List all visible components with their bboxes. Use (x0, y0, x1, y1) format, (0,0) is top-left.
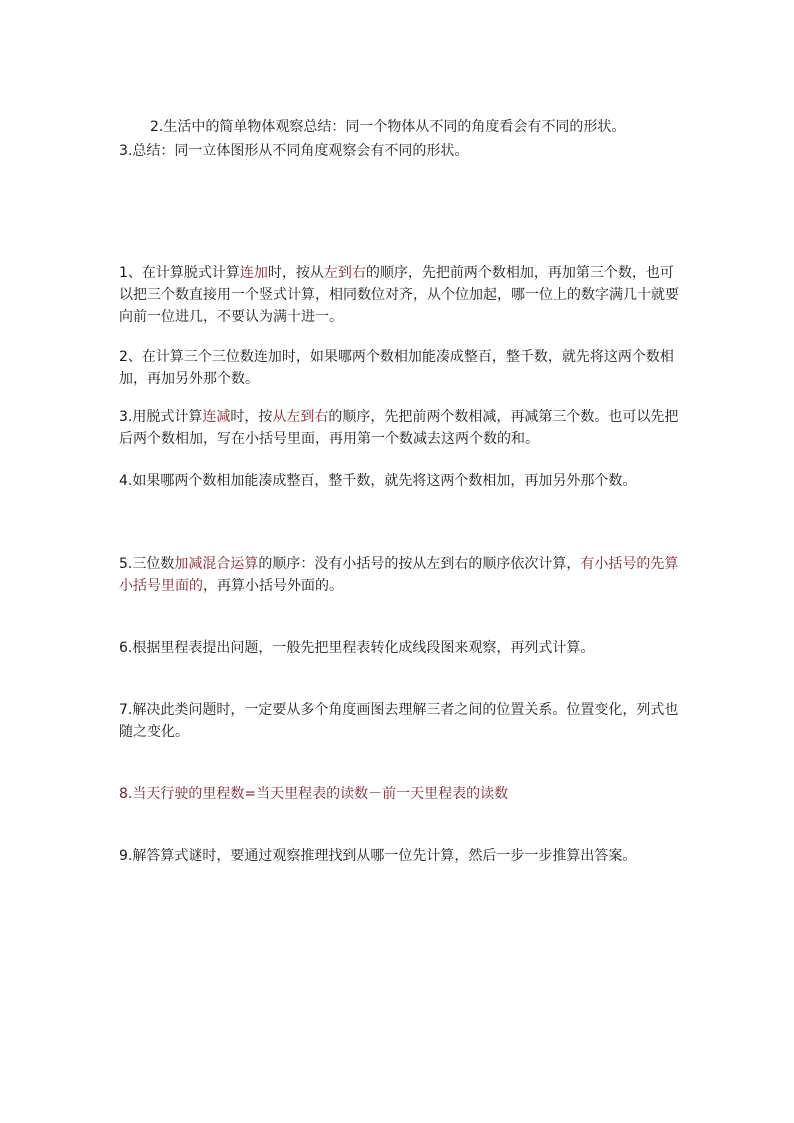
paragraph-5-text-a: 5.三位数 (119, 556, 175, 572)
intro-paragraph-3: 3.总结：同一立体图形从不同角度观察会有不同的形状。 (119, 143, 469, 159)
paragraph-3-highlight-lianjian: 连减 (202, 409, 231, 425)
paragraph-5 (119, 553, 679, 597)
paragraph-1-text-e: 的顺序，先把前两个数相加，再加第三个数，也可以把三个数直接用一个竖式计算，相同数位对齐，从个位加起，哪一位上的数字满几十就要向前一位进几，不要认为满十进一。 (119, 265, 679, 325)
paragraph-3-text-c: 时，按 (230, 409, 273, 425)
paragraph-2: 2、在计算三个三位数连加时，如果哪两个数相加能凑成整百，整千数，就先将这两个数相加，再加另外那个数。 (119, 349, 674, 387)
paragraph-1 (119, 262, 679, 328)
paragraph-5-highlight-mixed-ops: 加减混合运算 (174, 556, 259, 572)
paragraph-1-highlight-lianjia: 连加 (239, 265, 268, 281)
paragraph-5-text-e: ，再算小括号外面的。 (203, 578, 343, 594)
paragraph-5-text-c: 的顺序：没有小括号的按从左到右的顺序依次计算， (258, 556, 581, 572)
paragraph-3-text-e: 的顺序，先把前两个数相减，再减第三个数。也可以先把后两个数相加，写在小括号里面，再用第一个数减去这两个数的和。 (119, 409, 679, 447)
paragraph-4: 4.如果哪两个数相加能凑成整百，整千数，就先将这两个数相加，再加另外那个数。 (119, 473, 637, 489)
paragraph-6: 6.根据里程表提出问题，一般先把里程表转化成线段图来观察，再列式计算。 (119, 640, 595, 656)
intro-paragraph-2: 2.生活中的简单物体观察总结：同一个物体从不同的角度看会有不同的形状。 (150, 119, 626, 135)
paragraph-1-highlight-zuodaoyou: 左到右 (323, 265, 366, 281)
paragraph-1-text-a: 1、在计算脱式计算 (119, 265, 240, 281)
paragraph-3-highlight-order: 从左到右 (272, 409, 329, 425)
paragraph-3-text-a: 3.用脱式计算 (119, 409, 203, 425)
paragraph-8: 8.当天行驶的里程数=当天里程表的读数－前一天里程表的读数 (119, 786, 509, 802)
paragraph-9: 9.解答算式谜时，要通过观察推理找到从哪一位先计算，然后一步一步推算出答案。 (119, 848, 637, 864)
paragraph-1-text-c: 时，按从 (267, 265, 324, 281)
paragraph-7: 7.解决此类问题时，一定要从多个角度画图去理解三者之间的位置关系。位置变化，列式也随之变化。 (119, 702, 679, 740)
paragraph-3 (119, 406, 679, 450)
paragraph-5-highlight-brackets: 有小括号的先算小括号里面的 (119, 556, 679, 594)
